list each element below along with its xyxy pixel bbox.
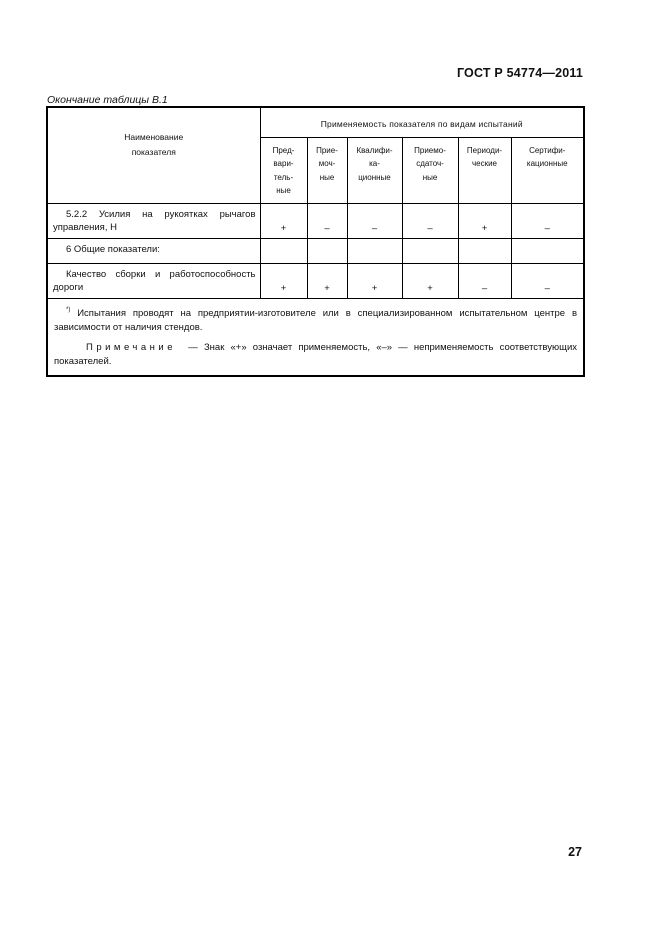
column-header-acceptance — [307, 137, 347, 203]
row-label: 5.2.2 Усилия на рукоятках рычагов управления, Н — [53, 208, 256, 233]
column-header-preliminary — [260, 137, 307, 203]
column-header-text: кационные — [526, 159, 568, 168]
page-number: 27 — [568, 845, 582, 859]
header-group-label: Применяемость показателя по видам испытаний — [320, 119, 523, 129]
standard-header: ГОСТ Р 54774—2011 — [456, 66, 583, 80]
header-name-line-1: Наименование — [124, 132, 184, 142]
column-header-qualification — [347, 137, 402, 203]
row-mark: – — [347, 203, 402, 238]
row-mark: – — [511, 263, 584, 298]
column-header-text: сдаточ- — [416, 159, 444, 168]
column-header-text: тель- — [273, 172, 294, 182]
header-name-line-2: показателя — [131, 147, 176, 157]
row-mark: + — [402, 263, 458, 298]
footnote-row — [47, 298, 584, 376]
column-header-text: ка- — [369, 159, 380, 168]
row-mark: + — [260, 203, 307, 238]
column-header-text: моч- — [318, 159, 336, 168]
column-header-text: ционные — [358, 172, 391, 182]
table-row — [47, 238, 584, 263]
column-header-text: Периоди- — [466, 145, 503, 155]
header-name-cell — [47, 107, 260, 203]
row-mark: + — [347, 263, 402, 298]
row-label-cell — [47, 203, 260, 238]
row-label-cell — [47, 263, 260, 298]
row-label: 6 Общие показатели: — [66, 243, 160, 255]
column-header-periodic — [458, 137, 511, 203]
row-mark — [458, 238, 511, 263]
row-mark: + — [458, 203, 511, 238]
footnote-mark: *) — [66, 306, 71, 313]
column-header-text: Прие- — [316, 145, 338, 155]
footnote-text: Испытания проводят на предприятии-изготовителе или в специализированном испытательном центре в зависимости от наличия стендов. — [54, 307, 578, 333]
column-header-handover — [402, 137, 458, 203]
column-header-text: ные — [422, 172, 438, 182]
row-label: Качество сборки и работоспособность дороги — [53, 268, 256, 293]
row-mark — [347, 238, 402, 263]
column-header-certification — [511, 137, 584, 203]
row-mark — [511, 238, 584, 263]
table-caption: Окончание таблицы В.1 — [47, 94, 168, 106]
note-label: Примечание — [86, 341, 176, 353]
row-mark: – — [511, 203, 584, 238]
row-mark: – — [458, 263, 511, 298]
row-mark — [307, 238, 347, 263]
table-row — [47, 263, 584, 298]
header-group-cell — [260, 107, 584, 137]
applicability-table — [46, 106, 585, 377]
column-header-text: Приемо- — [414, 145, 446, 155]
row-mark — [260, 238, 307, 263]
note-text: — Знак «+» означает применяемость, «–» — неприменяемость соответствующих показателей. — [54, 341, 577, 367]
column-header-text: Квалифи- — [356, 145, 393, 155]
row-mark: – — [402, 203, 458, 238]
column-header-text: ные — [276, 186, 291, 195]
column-header-text: ные — [319, 172, 335, 182]
column-header-text: Пред- — [272, 145, 295, 155]
column-header-text: вари- — [273, 159, 294, 168]
row-mark — [402, 238, 458, 263]
row-mark: + — [307, 263, 347, 298]
column-header-text: ческие — [471, 159, 498, 168]
footnote-paragraph — [54, 303, 577, 335]
row-label-cell — [47, 238, 260, 263]
table-row — [47, 203, 584, 238]
row-mark: – — [307, 203, 347, 238]
note-paragraph — [54, 341, 577, 369]
column-header-text: Сертифи- — [529, 145, 566, 155]
footnote-cell — [47, 298, 584, 376]
row-mark: + — [260, 263, 307, 298]
